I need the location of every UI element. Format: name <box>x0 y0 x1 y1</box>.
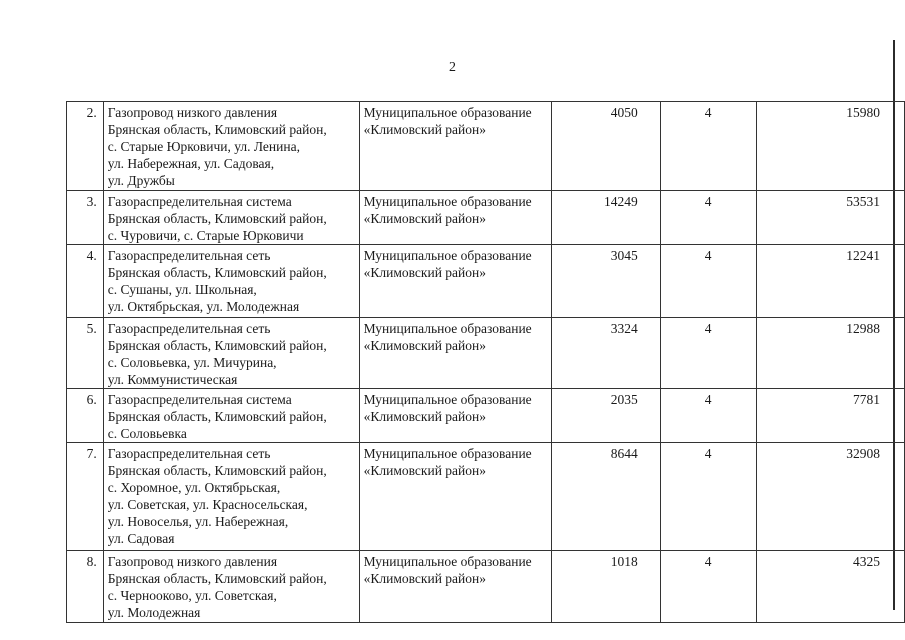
owner-cell <box>359 318 552 389</box>
description-line: Газораспределительная система <box>107 392 292 407</box>
owner-line: «Климовский район» <box>363 265 486 280</box>
row-number-cell: 5. <box>67 318 104 389</box>
object-description-cell <box>103 191 359 245</box>
owner-cell <box>359 191 552 245</box>
category-cell: 4 <box>660 443 756 551</box>
owner-line: Муниципальное образование <box>363 446 532 461</box>
table-row <box>67 318 905 389</box>
length-cell: 3045 <box>552 245 660 318</box>
description-line: Газопровод низкого давления <box>107 554 278 569</box>
owner-line: «Климовский район» <box>363 338 486 353</box>
description-line: Брянская область, Климовский район, <box>107 463 327 478</box>
owner-cell <box>359 443 552 551</box>
object-description-cell <box>103 318 359 389</box>
description-line: ул. Октябрьская, ул. Молодежная <box>107 299 300 314</box>
row-number-cell: 2. <box>67 102 104 191</box>
description-line: Брянская область, Климовский район, <box>107 265 327 280</box>
category-cell: 4 <box>660 191 756 245</box>
owner-line: «Климовский район» <box>363 463 486 478</box>
row-number-cell: 6. <box>67 389 104 443</box>
object-description-cell <box>103 102 359 191</box>
description-line: Газопровод низкого давления <box>107 105 278 120</box>
category-cell: 4 <box>660 102 756 191</box>
description-line: Брянская область, Климовский район, <box>107 122 327 137</box>
description-line: Брянская область, Климовский район, <box>107 211 327 226</box>
objects-table <box>66 101 905 623</box>
description-line: с. Чуровичи, с. Старые Юрковичи <box>107 228 304 243</box>
object-description-cell <box>103 245 359 318</box>
row-number-cell: 4. <box>67 245 104 318</box>
value-cell: 4325 <box>756 551 904 623</box>
length-cell: 4050 <box>552 102 660 191</box>
object-description-cell <box>103 551 359 623</box>
description-line: Брянская область, Климовский район, <box>107 338 327 353</box>
description-line: Брянская область, Климовский район, <box>107 409 327 424</box>
description-line: ул. Новоселья, ул. Набережная, <box>107 514 289 529</box>
owner-line: «Климовский район» <box>363 122 486 137</box>
table-row <box>67 191 905 245</box>
category-cell: 4 <box>660 389 756 443</box>
owner-line: Муниципальное образование <box>363 554 532 569</box>
owner-line: Муниципальное образование <box>363 248 532 263</box>
description-line: Газораспределительная сеть <box>107 248 271 263</box>
table-row <box>67 102 905 191</box>
length-cell: 1018 <box>552 551 660 623</box>
value-cell: 12241 <box>756 245 904 318</box>
category-cell: 4 <box>660 551 756 623</box>
table-row <box>67 443 905 551</box>
owner-cell <box>359 102 552 191</box>
owner-cell <box>359 389 552 443</box>
description-line: с. Хоромное, ул. Октябрьская, <box>107 480 281 495</box>
value-cell: 12988 <box>756 318 904 389</box>
length-cell: 3324 <box>552 318 660 389</box>
length-cell: 14249 <box>552 191 660 245</box>
object-description-cell <box>103 389 359 443</box>
row-number-cell: 8. <box>67 551 104 623</box>
table-row <box>67 245 905 318</box>
description-line: с. Соловьевка <box>107 426 187 441</box>
owner-cell <box>359 551 552 623</box>
description-line: ул. Молодежная <box>107 605 201 620</box>
owner-cell <box>359 245 552 318</box>
owner-line: Муниципальное образование <box>363 392 532 407</box>
description-line: ул. Дружбы <box>107 173 175 188</box>
owner-line: Муниципальное образование <box>363 194 532 209</box>
owner-line: «Климовский район» <box>363 211 486 226</box>
value-cell: 53531 <box>756 191 904 245</box>
description-line: ул. Садовая <box>107 531 175 546</box>
value-cell: 32908 <box>756 443 904 551</box>
description-line: ул. Набережная, ул. Садовая, <box>107 156 275 171</box>
description-line: с. Сушаны, ул. Школьная, <box>107 282 257 297</box>
description-line: с. Чернооково, ул. Советская, <box>107 588 277 603</box>
value-cell: 15980 <box>756 102 904 191</box>
description-line: с. Соловьевка, ул. Мичурина, <box>107 355 277 370</box>
page-number: 2 <box>449 60 456 75</box>
object-description-cell <box>103 443 359 551</box>
description-line: Брянская область, Климовский район, <box>107 571 327 586</box>
table-row <box>67 551 905 623</box>
category-cell: 4 <box>660 318 756 389</box>
row-number-cell: 3. <box>67 191 104 245</box>
description-line: ул. Коммунистическая <box>107 372 238 387</box>
objects-table-body <box>67 102 905 623</box>
length-cell: 8644 <box>552 443 660 551</box>
description-line: ул. Советская, ул. Красносельская, <box>107 497 308 512</box>
description-line: Газораспределительная система <box>107 194 292 209</box>
description-line: Газораспределительная сеть <box>107 446 271 461</box>
value-cell: 7781 <box>756 389 904 443</box>
length-cell: 2035 <box>552 389 660 443</box>
owner-line: Муниципальное образование <box>363 321 532 336</box>
table-row <box>67 389 905 443</box>
description-line: Газораспределительная сеть <box>107 321 271 336</box>
owner-line: «Климовский район» <box>363 571 486 586</box>
owner-line: Муниципальное образование <box>363 105 532 120</box>
category-cell: 4 <box>660 245 756 318</box>
row-number-cell: 7. <box>67 443 104 551</box>
description-line: с. Старые Юрковичи, ул. Ленина, <box>107 139 300 154</box>
owner-line: «Климовский район» <box>363 409 486 424</box>
